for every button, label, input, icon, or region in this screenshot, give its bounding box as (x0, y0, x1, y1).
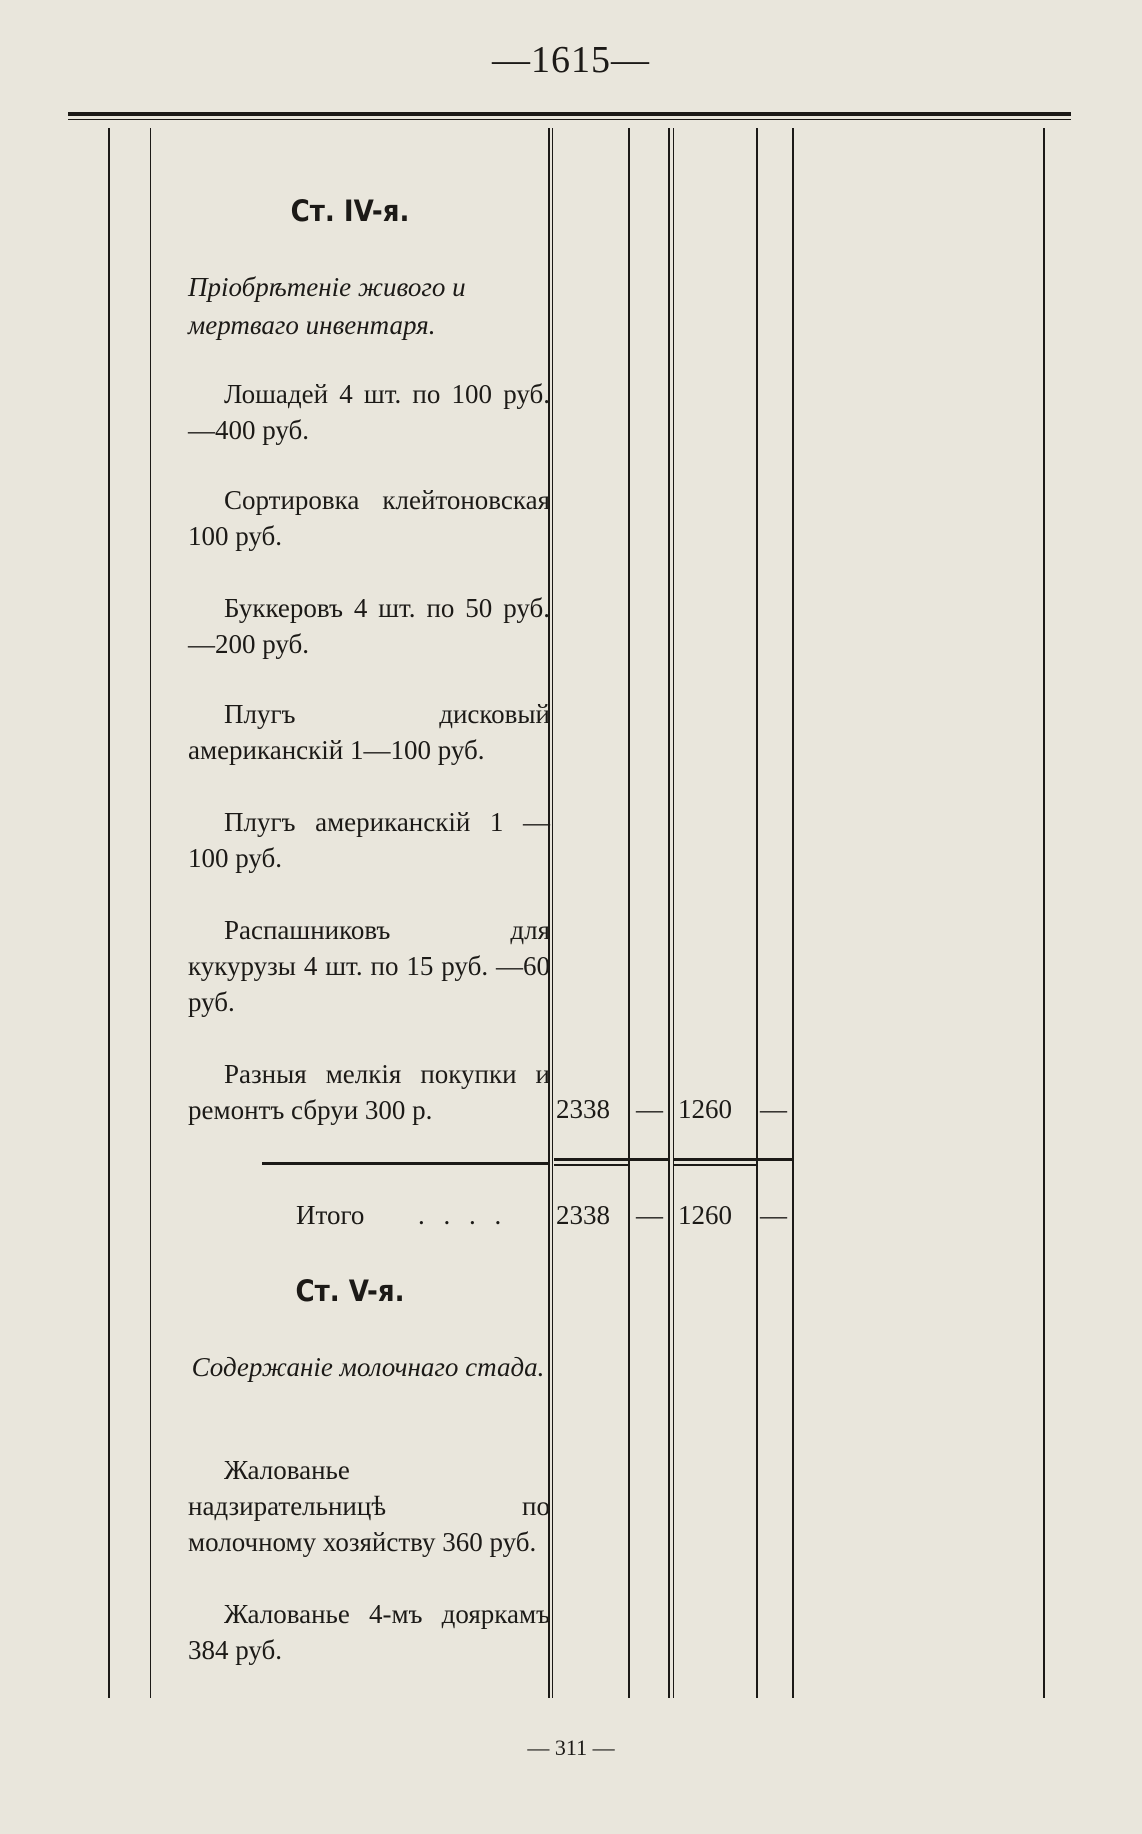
page-number-top: —1615— (492, 39, 650, 81)
total-dots: . . . . (418, 1200, 508, 1230)
total-col4: — (760, 1200, 787, 1230)
section-iv-amount-col1: 2338 (556, 1094, 610, 1124)
sum-rule-col3-double (674, 1164, 756, 1166)
table-border-right (1043, 128, 1045, 1698)
item-bukkers: Буккеровъ 4 шт. по 50 руб.—200 руб. (188, 593, 550, 659)
item-american-plough: Плугъ американскій 1 —100 руб. (188, 807, 550, 873)
sum-rule-col2 (628, 1158, 668, 1161)
sum-rule-text (262, 1162, 548, 1165)
table-rule-col3 (756, 128, 758, 1698)
table-rule-col2 (668, 128, 670, 1698)
total-col2: — (636, 1200, 663, 1230)
section-iv-heading: Ст. IV-я. (290, 194, 410, 228)
table-rule-text-right-double (552, 128, 553, 1698)
total-col1: 2338 (556, 1200, 610, 1230)
item-supervisor-salary: Жалованье надзирательницѣ по молочному хозяйству 360 руб. (188, 1455, 550, 1557)
table-border-left (108, 128, 110, 1698)
table-rule-col4 (792, 128, 794, 1698)
section-v-heading: Ст. V-я. (295, 1274, 405, 1308)
section-iv-amount-col4: — (760, 1094, 787, 1124)
item-misc-purchases: Разныя мелкія покупки и ремонтъ сбруи 300 р. (188, 1059, 550, 1125)
top-rule-thin (68, 119, 1071, 120)
top-rule (68, 112, 1071, 116)
table-rule-col1 (628, 128, 630, 1698)
section-iv-amount-col3: 1260 (678, 1094, 732, 1124)
page-number-bottom: — 311 — (527, 1735, 615, 1760)
section-iv-subtitle: Пріобрѣтеніе живого и мертваго инвентаря. (188, 272, 466, 340)
item-cultivators: Распашниковъ для кукурузы 4 шт. по 15 руб. —60 руб. (188, 915, 550, 1017)
section-v-subtitle: Содержаніе молочнаго стада. (191, 1352, 545, 1382)
sum-rule-col1 (554, 1158, 628, 1161)
section-iv-amount-col2: — (636, 1094, 663, 1124)
table-rule-text-left (150, 128, 151, 1698)
item-disc-plough: Плугъ дисковый американскій 1—100 руб. (188, 699, 550, 765)
item-milkmaids-salary: Жалованье 4-мъ дояркамъ 384 руб. (188, 1599, 550, 1665)
table-rule-col2-double (673, 128, 674, 1698)
item-horses: Лошадей 4 шт. по 100 руб.—400 руб. (188, 379, 550, 445)
total-label: Итого (296, 1200, 365, 1230)
total-col3: 1260 (678, 1200, 732, 1230)
item-sorter: Сортировка клейтоновская 100 руб. (188, 485, 550, 551)
sum-rule-col4 (756, 1158, 792, 1161)
sum-rule-col1-double (554, 1164, 628, 1166)
sum-rule-col3 (674, 1158, 756, 1161)
